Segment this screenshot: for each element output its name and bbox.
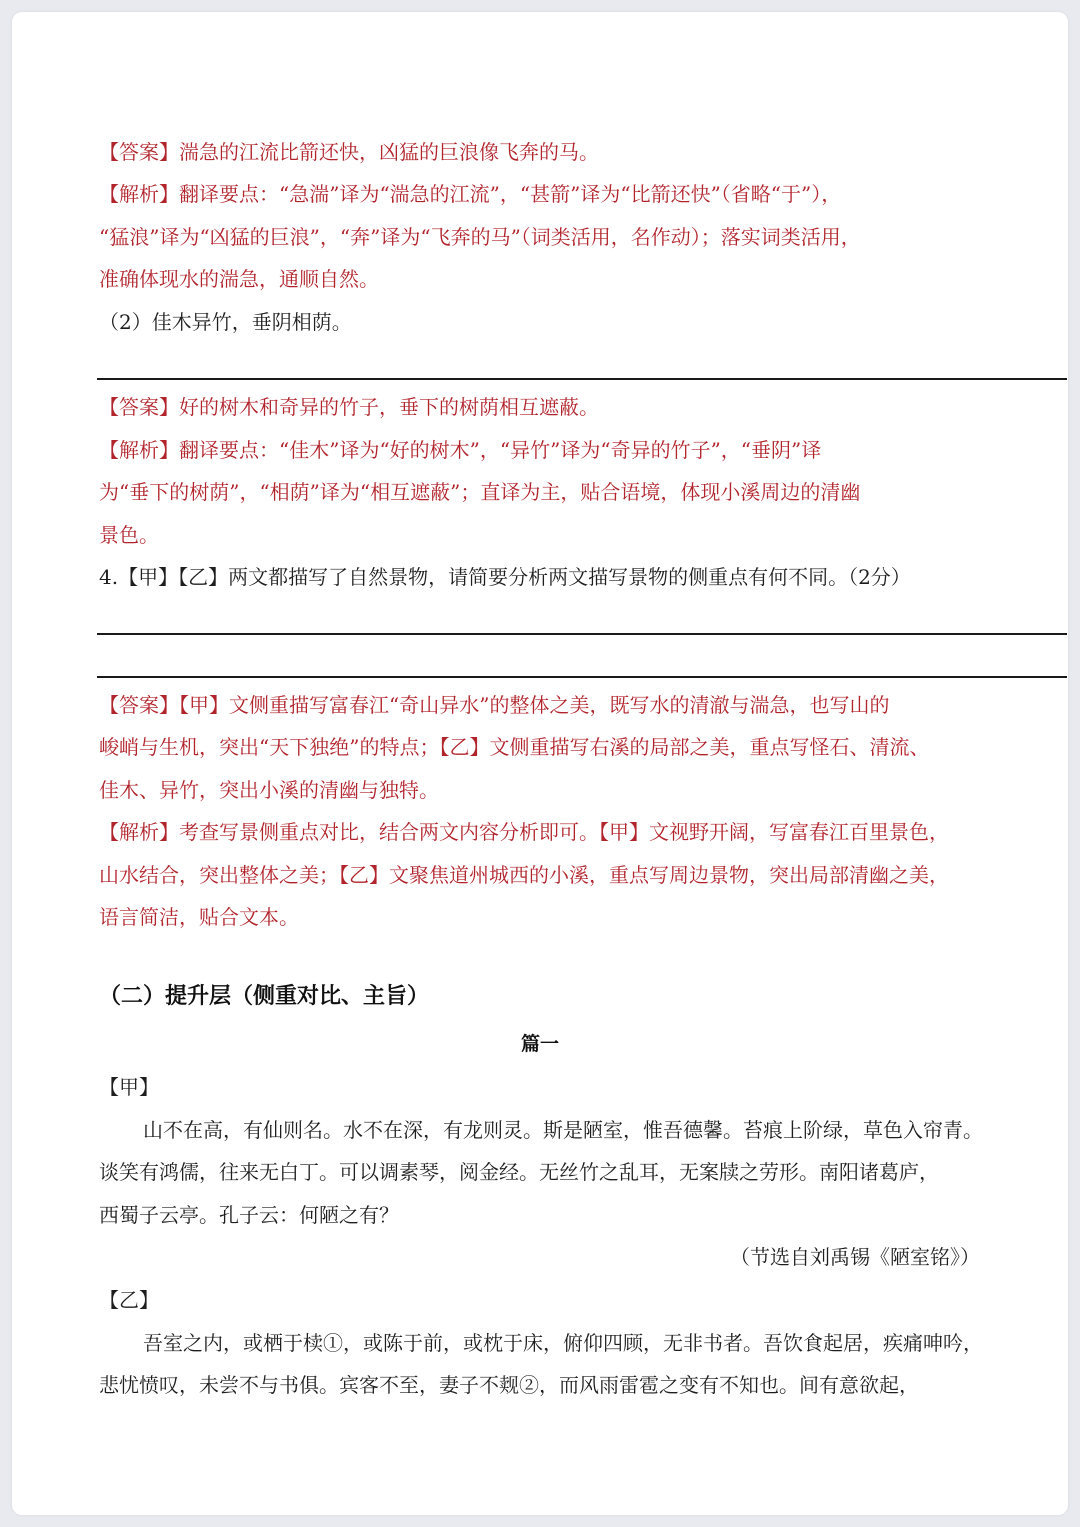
q2-analysis-line-3: 景色。 <box>99 523 159 547</box>
jia-source: （节选自刘禹锡《陋室铭》） <box>730 1245 980 1269</box>
yi-label: 【乙】 <box>99 1288 159 1312</box>
q4-analysis-line-3: 语言简洁，贴合文本。 <box>99 905 299 929</box>
part-title: 篇一 <box>520 1033 559 1055</box>
q2-analysis-line-2: 为“垂下的树荫”，“相荫”译为“相互遮蔽”；直译为主，贴合语境，体现小溪周边的清幽 <box>99 480 861 504</box>
answer-line <box>97 633 1067 635</box>
q1-analysis-line-2: “猛浪”译为“凶猛的巨浪”，“奔”译为“飞奔的马”（词类活用，名作动）；落实词类活用， <box>99 225 861 249</box>
answer-line <box>97 676 1067 678</box>
q4-answer-line-3: 佳木、异竹，突出小溪的清幽与独特。 <box>99 778 439 802</box>
q2-answer: 【答案】好的树木和奇异的竹子，垂下的树荫相互遮蔽。 <box>99 395 599 419</box>
q4-answer-line-1: 【答案】【甲】文侧重描写富春江“奇山异水”的整体之美，既写水的清澈与湍急，也写山的 <box>99 693 890 717</box>
q4-question: 4.【甲】【乙】两文都描写了自然景物，请简要分析两文描写景物的侧重点有何不同。（2分） <box>99 565 911 589</box>
section-heading: （二）提升层（侧重对比、主旨） <box>99 984 430 1009</box>
jia-text-line-3: 西蜀子云亭。孔子云：何陋之有？ <box>99 1203 399 1227</box>
jia-label: 【甲】 <box>99 1075 159 1099</box>
q1-analysis-line-3: 准确体现水的湍急，通顺自然。 <box>99 267 379 291</box>
q2-question: （2）佳木异竹，垂阴相荫。 <box>99 310 352 334</box>
q4-answer-line-2: 峻峭与生机，突出“天下独绝”的特点；【乙】文侧重描写右溪的局部之美，重点写怪石、清流、 <box>99 735 930 759</box>
q1-analysis-line-1: 【解析】翻译要点：“急湍”译为“湍急的江流”，“甚箭”译为“比箭还快”（省略“于”）， <box>99 182 842 206</box>
jia-text-line-2: 谈笑有鸿儒，往来无白丁。可以调素琴，阅金经。无丝竹之乱耳，无案牍之劳形。南阳诸葛庐， <box>99 1160 939 1184</box>
yi-text-line-2: 悲忧愤叹，未尝不与书俱。宾客不至，妻子不觌②，而风雨雷雹之变有不知也。间有意欲起， <box>99 1373 919 1397</box>
q4-analysis-line-1: 【解析】考查写景侧重点对比，结合两文内容分析即可。【甲】文视野开阔，写富春江百里景色， <box>99 820 949 844</box>
jia-text-line-1: 山不在高，有仙则名。水不在深，有龙则灵。斯是陋室，惟吾德馨。苔痕上阶绿，草色入帘青。 <box>143 1118 983 1142</box>
answer-line <box>97 378 1067 380</box>
q2-analysis-line-1: 【解析】翻译要点：“佳木”译为“好的树木”，“异竹”译为“奇异的竹子”，“垂阴”译 <box>99 438 822 462</box>
yi-text-line-1: 吾室之内，或栖于椟①，或陈于前，或枕于床，俯仰四顾，无非书者。吾饮食起居，疾痛呻吟， <box>143 1331 983 1355</box>
q1-answer: 【答案】湍急的江流比箭还快，凶猛的巨浪像飞奔的马。 <box>99 140 599 164</box>
q4-analysis-line-2: 山水结合，突出整体之美；【乙】文聚焦道州城西的小溪，重点写周边景物，突出局部清幽之美， <box>99 863 949 887</box>
